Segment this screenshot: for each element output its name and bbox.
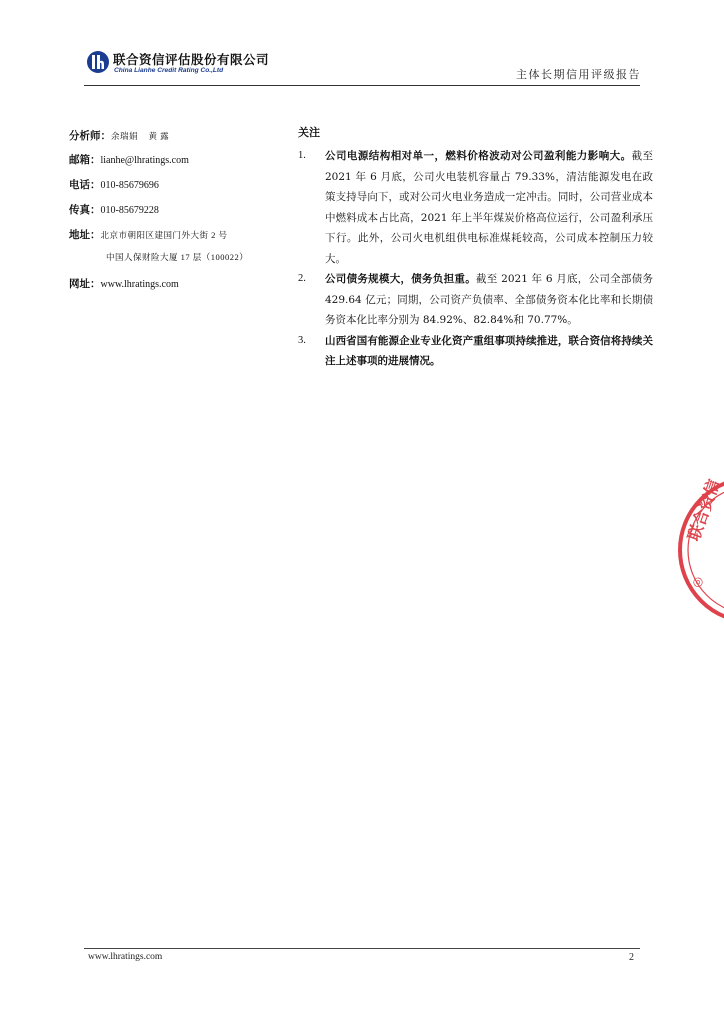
email-label: 邮箱：: [69, 154, 101, 166]
address-row-2: [106, 251, 248, 263]
lianhe-logo-icon: [86, 50, 110, 74]
phone-value: 010-85679696: [100, 180, 159, 191]
concerns-section: [298, 124, 653, 372]
header-divider: [84, 85, 640, 86]
svg-text:◎: ◎: [688, 572, 706, 591]
address-row: [69, 227, 228, 242]
fax-value: 010-85679228: [100, 205, 159, 216]
analyst-row: [69, 128, 169, 143]
company-seal-stamp: [672, 470, 724, 630]
website-label: 网址：: [69, 278, 101, 290]
concern-number: 1.: [298, 150, 306, 161]
page-number: 2: [629, 952, 634, 963]
concern-item: [298, 269, 653, 331]
email-value[interactable]: lianhe@lhratings.com: [100, 155, 189, 166]
concerns-title: 关注: [298, 126, 320, 139]
website-row: [69, 276, 179, 291]
concern-headline: 公司债务规模大，债务负担重。: [325, 273, 476, 285]
address-line-2: 中国人保财险大厦 17 层（100022）: [106, 252, 249, 262]
concern-body: 截至 2021 年 6 月底，公司全部债务 429.64 亿元；同期，公司资产负债率、全部债务资本化比率和长期债务资本化比率分别为 84.92%、82.84%和 70.77%。: [325, 273, 653, 326]
company-name-cn: 联合资信评估股份有限公司: [113, 52, 270, 67]
concern-number: 3.: [298, 334, 306, 346]
phone-row: [69, 177, 159, 192]
fax-label: 传真：: [69, 204, 101, 216]
concern-headline: 公司电源结构相对单一，燃料价格波动对公司盈利能力影响大。: [325, 150, 632, 162]
phone-label: 电话：: [69, 179, 101, 191]
address-line-1: 北京市朝阳区建国门外大街 2 号: [100, 230, 228, 240]
fax-row: [69, 202, 159, 217]
company-name-en: China Lianhe Credit Rating Co.,Ltd: [114, 67, 224, 74]
footer-divider: [84, 948, 640, 949]
address-label: 地址：: [69, 229, 101, 241]
report-type: 主体长期信用评级报告: [516, 68, 641, 81]
email-row: [69, 152, 189, 167]
analyst-value: 余瑞娟 黄 露: [111, 131, 170, 141]
concern-item: [298, 331, 653, 372]
svg-text:联合资信: 联合资信: [683, 476, 724, 544]
footer-website[interactable]: www.lhratings.com: [88, 952, 163, 962]
page-header: [0, 0, 724, 90]
concern-headline: 山西省国有能源企业专业化资产重组事项持续推进，联合资信将持续关注上述事项的进展情况。: [325, 334, 653, 367]
analyst-label: 分析师：: [69, 130, 111, 142]
website-value[interactable]: www.lhratings.com: [100, 279, 179, 290]
concern-item: [298, 146, 653, 269]
concern-number: 2.: [298, 273, 306, 284]
concern-body: 截至 2021 年 6 月底，公司火电装机容量占 79.33%，清洁能源发电在政策支持导向下，或对公司火电业务造成一定冲击。同时，公司营业成本中燃料成本占比高，2021 年上半年煤炭价格高位运行，公司盈利承压下行。此外，公司火电机组供电标准煤耗较高，公司成本控制压力较大。: [325, 150, 654, 265]
